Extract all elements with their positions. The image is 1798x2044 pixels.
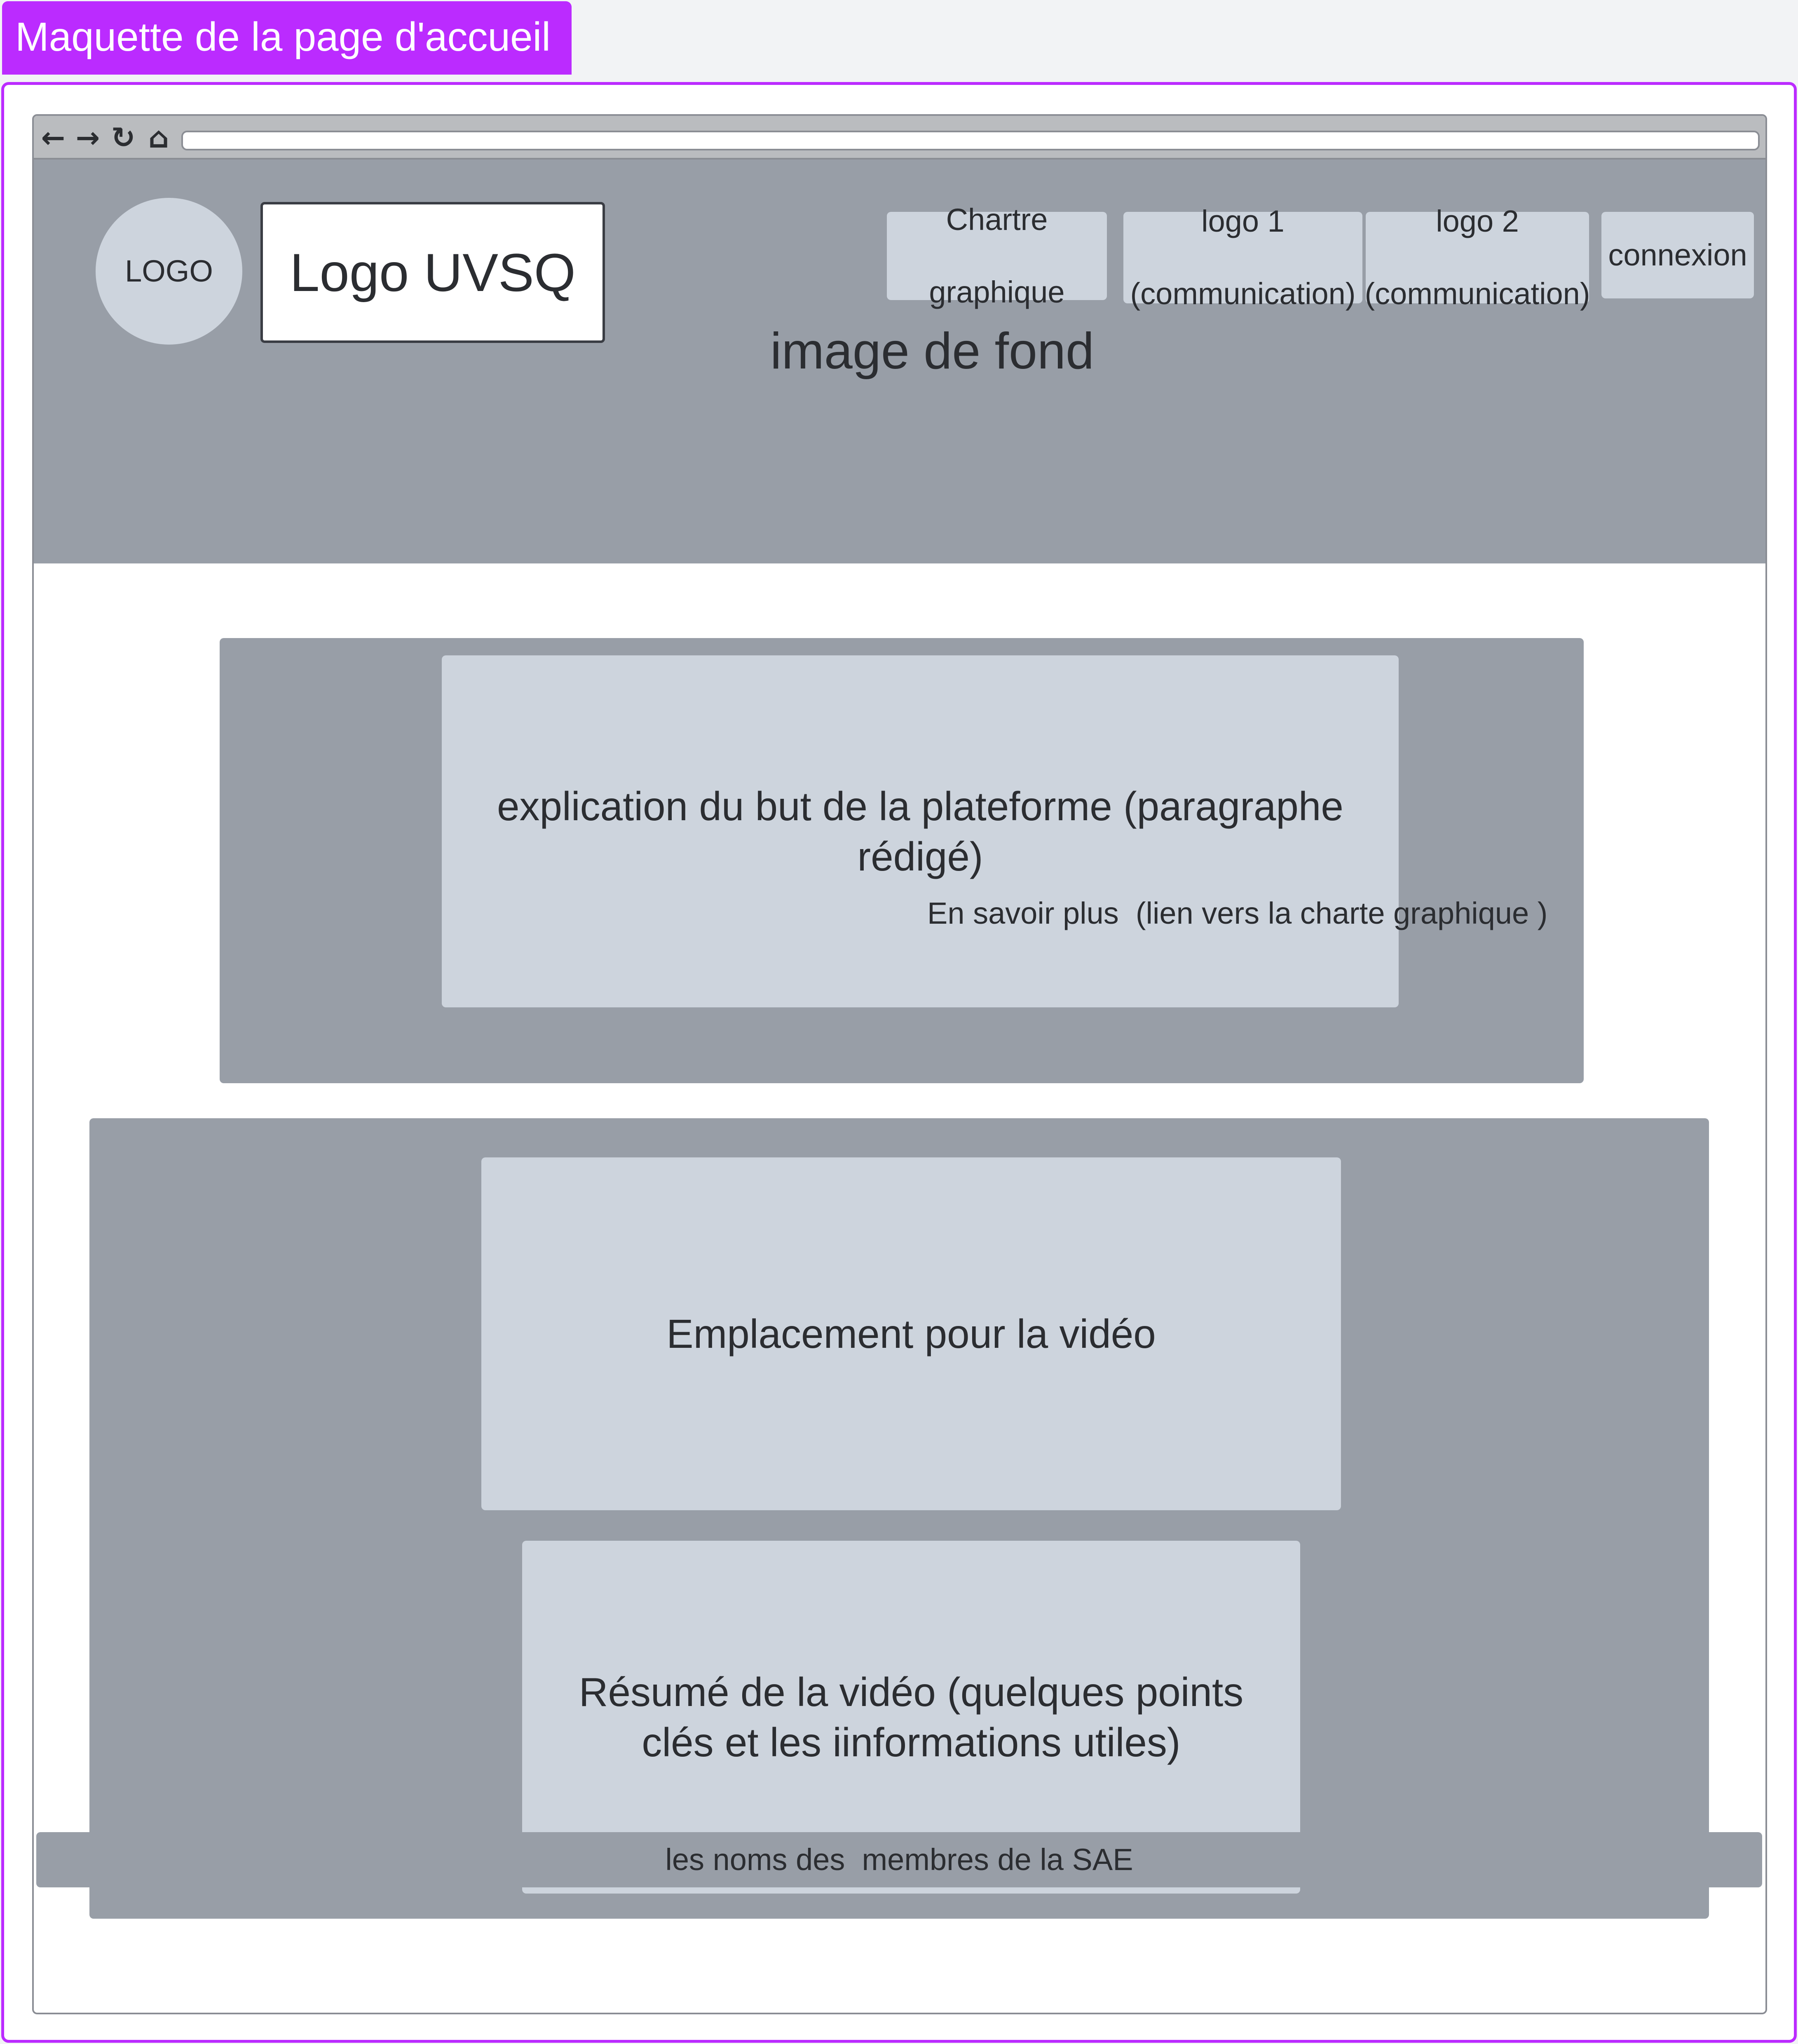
nav-connexion[interactable] [1601,212,1754,298]
logo-circle: LOGO [96,198,242,345]
explanation-line2: rédigé) [857,834,983,879]
nav-label-line2: (communication) [1364,277,1590,311]
nav-chartre-graphique[interactable] [887,202,1107,309]
page-title: Maquette de la page d'accueil [2,1,572,75]
nav-label-line1: Chartre [946,202,1048,237]
video-summary-line1: Résumé de la vidéo (quelques points [579,1669,1244,1715]
footer-members: les noms des membres de la SAE [36,1832,1762,1887]
video-placeholder[interactable] [481,1157,1341,1510]
nav-label-line2: (communication) [1130,277,1356,311]
video-summary-line2: clés et les iinformations utiles) [642,1720,1181,1765]
logo-uvsq: Logo UVSQ [260,202,605,343]
url-bar[interactable] [181,131,1760,150]
video-placeholder-label: Emplacement pour la vidéo [666,1311,1156,1356]
en-savoir-plus-link[interactable]: En savoir plus (lien vers la charte graphique ) [927,896,1548,930]
reload-icon[interactable]: ↻ [111,121,136,155]
forward-arrow-icon[interactable]: → [75,121,100,155]
explanation-line1: explication du but de la plateforme (paragraphe [497,784,1343,829]
nav-logo-2[interactable] [1364,204,1590,311]
back-arrow-icon[interactable]: ← [41,121,66,155]
browser-toolbar [34,116,1765,160]
home-icon[interactable]: ⌂ [148,121,169,155]
nav-label-line1: logo 1 [1201,204,1285,238]
nav-label-line1: connexion [1608,238,1747,272]
nav-label-line2: graphique [929,275,1065,309]
background-image-label: image de fond [770,323,1094,380]
explanation-card [442,655,1399,1007]
nav-logo-1[interactable] [1123,204,1362,311]
hero-background [34,160,1765,563]
nav-label-line1: logo 2 [1436,204,1519,238]
